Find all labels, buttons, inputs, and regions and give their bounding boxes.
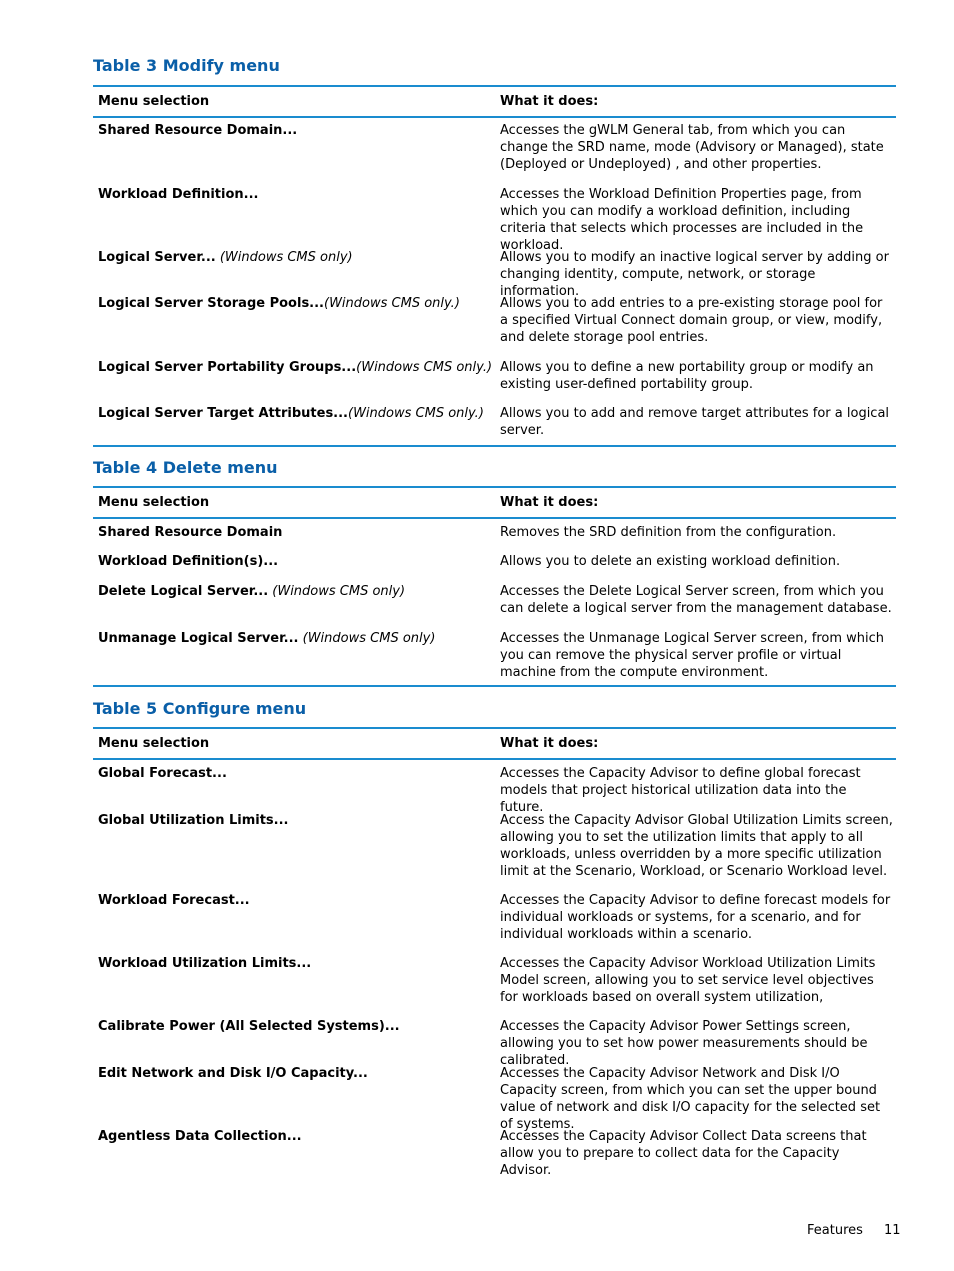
menu-selection: Workload Utilization Limits...	[98, 956, 312, 971]
table-body	[93, 85, 896, 447]
menu-selection: Shared Resource Domain	[98, 525, 283, 540]
menu-description: Accesses the Capacity Advisor Network and Disk I/O Capacity screen, from which you can set the upper bound value of network and disk I/O capacity for the selected set of systems.	[500, 1066, 881, 1132]
menu-description: Accesses the Capacity Advisor to define forecast models for individual workloads or systems, for a scenario, and for individual workloads within a scenario.	[500, 893, 891, 942]
menu-selection: Global Utilization Limits...	[98, 813, 289, 828]
menu-selection: Global Forecast...	[98, 766, 227, 781]
menu-description: Allows you to delete an existing workload definition.	[500, 554, 841, 569]
menu-note: (Windows CMS only.)	[348, 406, 484, 421]
table-body	[93, 486, 896, 687]
menu-description: Removes the SRD definition from the configuration.	[500, 525, 837, 540]
table-body	[93, 727, 896, 1178]
menu-selection: Unmanage Logical Server...	[98, 631, 299, 646]
menu-selection: Shared Resource Domain...	[98, 123, 298, 138]
menu-description: Allows you to add and remove target attributes for a logical server.	[500, 406, 890, 438]
table-caption: Table 3 Modify menu	[93, 56, 280, 75]
menu-description: Allows you to add entries to a pre-existing storage pool for a specified Virtual Connect domain group, or view, modify, and delete storage pool entries.	[500, 296, 883, 345]
menu-selection: Delete Logical Server...	[98, 584, 269, 599]
table-caption: Table 5 Configure menu	[93, 699, 307, 718]
menu-note: (Windows CMS only)	[268, 584, 406, 599]
menu-description: Accesses the gWLM General tab, from which you can change the SRD name, mode (Advisory or Managed), state (Deployed or Undeployed) , and other properties.	[500, 123, 884, 172]
menu-description: Accesses the Workload Definition Properties page, from which you can modify a workload definition, including criteria that selects which processes are included in the workload.	[500, 187, 864, 253]
menu-note: (Windows CMS only)	[298, 631, 436, 646]
table-header-row	[93, 729, 896, 760]
menu-description: Accesses the Capacity Advisor Collect Data screens that allow you to prepare to collect data for the Capacity Advisor.	[500, 1129, 867, 1178]
menu-selection: Workload Definition(s)...	[98, 554, 279, 569]
header-what-it-does: What it does:	[500, 736, 599, 751]
menu-selection: Agentless Data Collection...	[98, 1129, 302, 1144]
table-header-row	[93, 488, 896, 519]
menu-description: Accesses the Capacity Advisor to define global forecast models that project historical utilization data into the future.	[500, 766, 861, 815]
menu-description: Allows you to define a new portability group or modify an existing user-defined portability group.	[500, 360, 874, 392]
footer-page-number: 11	[884, 1223, 901, 1238]
menu-description: Accesses the Capacity Advisor Power Settings screen, allowing you to set how power measurements should be calibrated.	[500, 1019, 868, 1068]
menu-selection: Logical Server...	[98, 250, 216, 265]
menu-description: Accesses the Delete Logical Server screen, from which you can delete a logical server from the management database.	[500, 584, 892, 616]
header-what-it-does: What it does:	[500, 495, 599, 510]
menu-note: (Windows CMS only.)	[356, 360, 493, 375]
footer-section: Features	[807, 1223, 863, 1238]
header-menu-selection: Menu selection	[98, 736, 210, 751]
menu-selection: Workload Forecast...	[98, 893, 250, 908]
header-what-it-does: What it does:	[500, 94, 599, 109]
table-header-row	[93, 87, 896, 118]
menu-note: (Windows CMS only)	[215, 250, 353, 265]
menu-description: Accesses the Capacity Advisor Workload Utilization Limits Model screen, allowing you to set service level objectives for workloads based on overall system utilization,	[500, 956, 876, 1005]
table-caption: Table 4 Delete menu	[93, 458, 278, 477]
menu-selection: Logical Server Portability Groups...	[98, 360, 357, 375]
menu-description: Allows you to modify an inactive logical server by adding or changing identity, compute, network, or storage information.	[500, 250, 889, 299]
menu-description: Accesses the Unmanage Logical Server screen, from which you can remove the physical server profile or virtual machine from the compute environment.	[500, 631, 885, 680]
menu-note: (Windows CMS only.)	[324, 296, 460, 311]
menu-selection: Workload Definition...	[98, 187, 259, 202]
header-menu-selection: Menu selection	[98, 94, 210, 109]
menu-selection: Logical Server Target Attributes...	[98, 406, 348, 421]
header-menu-selection: Menu selection	[98, 495, 210, 510]
menu-selection: Logical Server Storage Pools...	[98, 296, 324, 311]
menu-selection: Edit Network and Disk I/O Capacity...	[98, 1066, 368, 1081]
menu-description: Access the Capacity Advisor Global Utilization Limits screen, allowing you to set the utilization limits that apply to all workloads, unless overridden by a more specific utilization limit at the Scenario, Workload, or Scenario Workload level.	[500, 813, 893, 879]
menu-selection: Calibrate Power (All Selected Systems)...	[98, 1019, 400, 1034]
